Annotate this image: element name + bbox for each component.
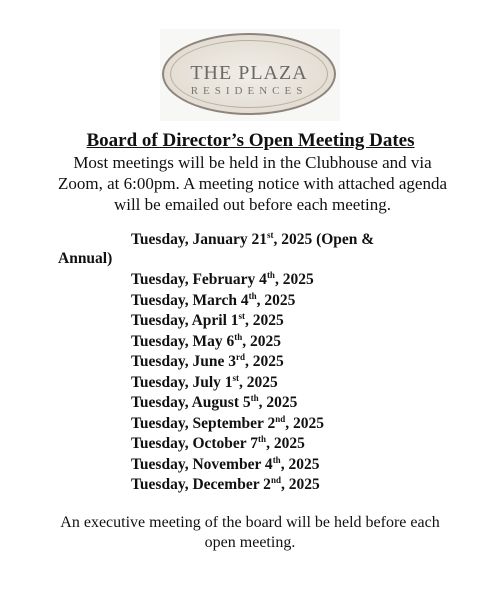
footer-note: An executive meeting of the board will be held before each open meeting. (60, 514, 440, 551)
date-item: Tuesday, October 7th, 2025 (131, 434, 305, 453)
date-item: Tuesday, March 4th, 2025 (131, 290, 296, 309)
date-item: Tuesday, May 6th, 2025 (131, 331, 281, 350)
date-item: Tuesday, January 21st, 2025 (Open & (131, 230, 375, 249)
intro-text: Most meetings will be held in the Clubhouse and via Zoom, at 6:00pm. A meeting notice with attached agenda will be emailed out before each meeting. (57, 153, 447, 214)
date-item-continuation: Annual) (58, 250, 113, 267)
date-item: Tuesday, July 1st, 2025 (131, 372, 278, 391)
date-item: Tuesday, November 4th, 2025 (131, 454, 320, 473)
date-item: Tuesday, August 5th, 2025 (131, 393, 298, 412)
date-item: Tuesday, June 3rd, 2025 (131, 352, 284, 371)
page-title: Board of Director’s Open Meeting Dates (86, 130, 415, 151)
logo-name: THE PLAZA (190, 62, 308, 84)
date-item: Tuesday, September 2nd, 2025 (131, 413, 325, 432)
date-item: Tuesday, December 2nd, 2025 (131, 475, 320, 494)
logo (160, 29, 340, 121)
logo-subtitle: RESIDENCES (190, 85, 308, 97)
logo-oval (162, 33, 336, 115)
date-item: Tuesday, February 4th, 2025 (131, 270, 314, 289)
date-item: Tuesday, April 1st, 2025 (131, 311, 284, 330)
